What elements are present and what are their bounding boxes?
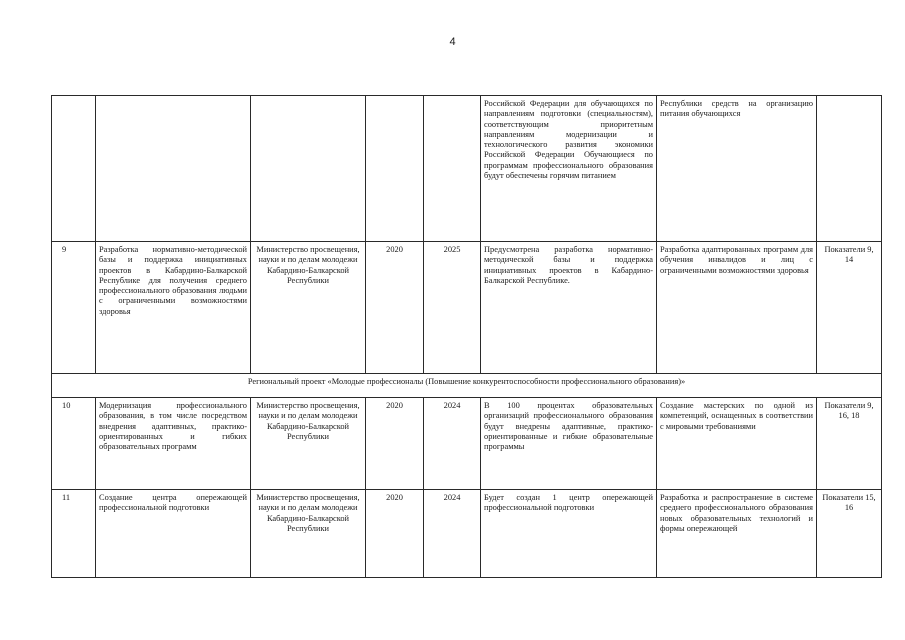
executor: Министерство просвещения, науки и по делам молодежи Кабардино-Балкарской Республики — [251, 490, 366, 578]
end-year — [424, 96, 481, 242]
start-year: 2020 — [366, 490, 424, 578]
regional-project-title: Региональный проект «Молодые профессионалы (Повышение конкурентоспособности профессионального образования)» — [52, 374, 882, 398]
regional-project-row — [52, 374, 882, 398]
end-year: 2024 — [424, 398, 481, 490]
start-year: 2020 — [366, 398, 424, 490]
start-year — [366, 96, 424, 242]
executor: Министерство просвещения, науки и по делам молодежи Кабардино-Балкарской Республики — [251, 398, 366, 490]
row-number: 9 — [52, 242, 96, 374]
expected-result: Будет создан 1 центр опережающей профессиональной подготовки — [481, 490, 657, 578]
relation-text: Разработка и распространение в системе среднего профессионального образования новых образовательных технологий и формы опережающей — [657, 490, 817, 578]
table-row — [52, 398, 882, 490]
indicators: Показатели 9, 16, 18 — [817, 398, 882, 490]
expected-result: Предусмотрена разработка нормативно-методической базы и поддержка инициативных проектов в Кабардино-Балкарской Республике. — [481, 242, 657, 374]
row-number — [52, 96, 96, 242]
relation-text: Создание мастерских по одной из компетенций, оснащенных в соответствии с мировыми требованиями — [657, 398, 817, 490]
start-year: 2020 — [366, 242, 424, 374]
row-number: 10 — [52, 398, 96, 490]
row-number: 11 — [52, 490, 96, 578]
executor — [251, 96, 366, 242]
table-row — [52, 490, 882, 578]
measure-name: Модернизация профессионального образования, в том числе посредством внедрения адаптивных, практико-ориентированных и гибких образовательных программ — [96, 398, 251, 490]
measure-name: Разработка нормативно-методической базы и поддержка инициативных проектов в Кабардино-Балкарской Республике для получения среднего профессионального образования людьми с ограниченными возможностями здоровья — [96, 242, 251, 374]
measure-name — [96, 96, 251, 242]
relation-text: Республики средств на организацию питания обучающихся — [657, 96, 817, 242]
end-year: 2024 — [424, 490, 481, 578]
expected-result: В 100 процентах образовательных организаций профессионального образования будут внедрены адаптивные, практико-ориентированные и гибкие образовательные программы — [481, 398, 657, 490]
executor: Министерство просвещения, науки и по делам молодежи Кабардино-Балкарской Республики — [251, 242, 366, 374]
indicators: Показатели 9, 14 — [817, 242, 882, 374]
table-row — [52, 242, 882, 374]
indicators: Показатели 15, 16 — [817, 490, 882, 578]
relation-text: Разработка адаптированных программ для обучения инвалидов и лиц с ограниченными возможностями здоровья — [657, 242, 817, 374]
expected-result: Российской Федерации для обучающихся по направлениям подготовки (специальностям), соответствующим приоритетным направлениям модернизации и технологического развития экономики Российской Федерации Обучающиеся по программам профессионального образования будут обеспечены горячим питанием — [481, 96, 657, 242]
indicators — [817, 96, 882, 242]
page-number: 4 — [449, 36, 456, 48]
end-year: 2025 — [424, 242, 481, 374]
measures-table — [51, 95, 882, 578]
table-row — [52, 96, 882, 242]
measure-name: Создание центра опережающей профессиональной подготовки — [96, 490, 251, 578]
